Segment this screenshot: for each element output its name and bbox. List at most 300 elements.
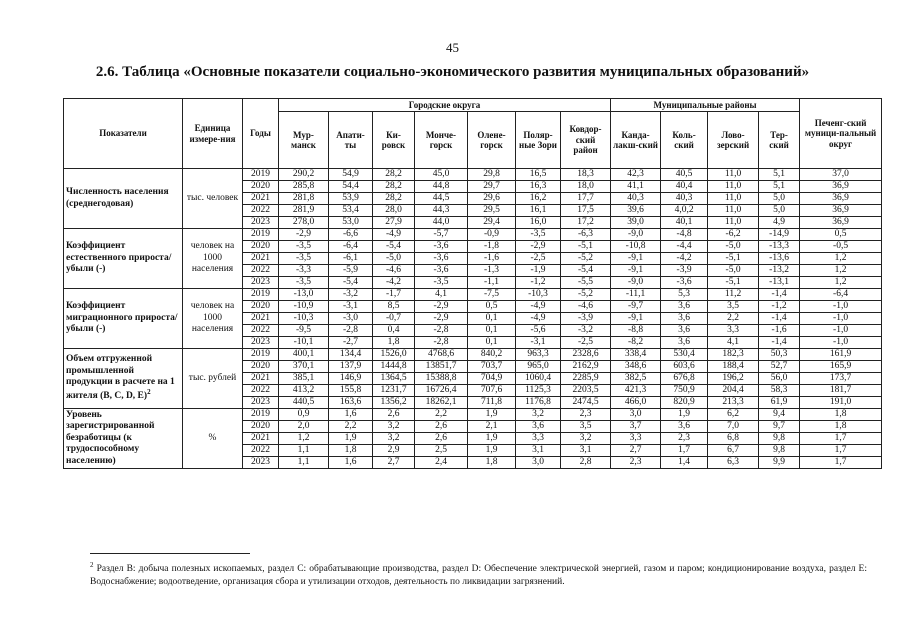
header-unit: Единица измере-ния — [183, 99, 243, 169]
value-cell: 3,0 — [611, 409, 661, 421]
value-cell: 703,7 — [468, 361, 516, 373]
value-cell: -4,8 — [661, 229, 708, 241]
value-cell: -2,9 — [415, 301, 468, 313]
value-cell: 413,2 — [279, 385, 329, 397]
value-cell: 707,6 — [468, 385, 516, 397]
value-cell: 37,0 — [800, 169, 882, 181]
value-cell: 42,3 — [611, 169, 661, 181]
value-cell: 7,0 — [708, 421, 759, 433]
header-years: Годы — [243, 99, 279, 169]
value-cell: 146,9 — [329, 373, 373, 385]
value-cell: -3,1 — [329, 301, 373, 313]
value-cell: -1,1 — [468, 277, 516, 289]
value-cell: -13,2 — [759, 265, 800, 277]
value-cell: -5,7 — [415, 229, 468, 241]
year-cell: 2022 — [243, 385, 279, 397]
value-cell: 29,5 — [468, 205, 516, 217]
indicator-name — [64, 349, 183, 409]
value-cell: -3,5 — [279, 241, 329, 253]
value-cell: 6,2 — [708, 409, 759, 421]
year-cell: 2023 — [243, 397, 279, 409]
value-cell: 11,2 — [708, 289, 759, 301]
value-cell: 36,9 — [800, 181, 882, 193]
value-cell: 0,1 — [468, 325, 516, 337]
value-cell: -1,3 — [468, 265, 516, 277]
value-cell: -1,4 — [759, 289, 800, 301]
value-cell: 1,2 — [800, 265, 882, 277]
value-cell: -13,3 — [759, 241, 800, 253]
value-cell: -0,7 — [373, 313, 415, 325]
value-cell: 8,5 — [373, 301, 415, 313]
value-cell: 1,7 — [800, 445, 882, 457]
value-cell: -5,5 — [561, 277, 611, 289]
value-cell: -1,2 — [759, 301, 800, 313]
value-cell: -4,6 — [373, 265, 415, 277]
value-cell: -13,0 — [279, 289, 329, 301]
header-municipality: Монче-горск — [415, 112, 468, 169]
value-cell: 39,0 — [611, 217, 661, 229]
value-cell: -1,4 — [759, 337, 800, 349]
value-cell: 965,0 — [516, 361, 561, 373]
value-cell: 4768,6 — [415, 349, 468, 361]
value-cell: -4,4 — [661, 241, 708, 253]
value-cell: 1,6 — [329, 457, 373, 469]
table-row — [64, 289, 882, 301]
value-cell: 1125,3 — [516, 385, 561, 397]
value-cell: 2,2 — [415, 409, 468, 421]
value-cell: 1,4 — [661, 457, 708, 469]
value-cell: 1231,7 — [373, 385, 415, 397]
value-cell: -9,0 — [611, 277, 661, 289]
value-cell: -9,1 — [611, 265, 661, 277]
value-cell: 338,4 — [611, 349, 661, 361]
value-cell: 3,2 — [516, 409, 561, 421]
value-cell: -7,5 — [468, 289, 516, 301]
year-cell: 2021 — [243, 433, 279, 445]
value-cell: 1,9 — [468, 409, 516, 421]
value-cell: 28,2 — [373, 193, 415, 205]
value-cell: 3,0 — [516, 457, 561, 469]
table-row — [64, 229, 882, 241]
value-cell: 161,9 — [800, 349, 882, 361]
value-cell: 134,4 — [329, 349, 373, 361]
value-cell: 2285,9 — [561, 373, 611, 385]
value-cell: 750,9 — [661, 385, 708, 397]
value-cell: 40,3 — [611, 193, 661, 205]
value-cell: 53,4 — [329, 205, 373, 217]
value-cell: 9,4 — [759, 409, 800, 421]
value-cell: -3,6 — [415, 265, 468, 277]
value-cell: -5,1 — [708, 277, 759, 289]
unit-cell: человек на 1000 населения — [183, 229, 243, 289]
value-cell: -3,5 — [516, 229, 561, 241]
value-cell: 4,1 — [415, 289, 468, 301]
value-cell: -11,1 — [611, 289, 661, 301]
value-cell: 3,2 — [561, 433, 611, 445]
value-cell: 704,9 — [468, 373, 516, 385]
value-cell: 1,1 — [279, 445, 329, 457]
value-cell: -4,9 — [516, 313, 561, 325]
value-cell: 2328,6 — [561, 349, 611, 361]
header-municipality: Апати-ты — [329, 112, 373, 169]
value-cell: 1364,5 — [373, 373, 415, 385]
value-cell: 2,9 — [373, 445, 415, 457]
value-cell: -1,0 — [800, 313, 882, 325]
year-cell: 2019 — [243, 229, 279, 241]
value-cell: 36,9 — [800, 193, 882, 205]
value-cell: 5,1 — [759, 181, 800, 193]
value-cell: -1,6 — [468, 253, 516, 265]
value-cell: 2,1 — [468, 421, 516, 433]
value-cell: 17,5 — [561, 205, 611, 217]
value-cell: 440,5 — [279, 397, 329, 409]
value-cell: 2162,9 — [561, 361, 611, 373]
value-cell: -5,4 — [561, 265, 611, 277]
value-cell: -2,8 — [415, 337, 468, 349]
value-cell: 3,2 — [373, 421, 415, 433]
header-municipality: Поляр-ные Зори — [516, 112, 561, 169]
value-cell: 5,0 — [759, 205, 800, 217]
value-cell: 213,3 — [708, 397, 759, 409]
value-cell: 1,8 — [329, 445, 373, 457]
value-cell: 58,3 — [759, 385, 800, 397]
value-cell: 5,0 — [759, 193, 800, 205]
value-cell: 1,2 — [800, 253, 882, 265]
footnote-marker: 2 — [90, 561, 94, 569]
value-cell: 2,3 — [611, 457, 661, 469]
value-cell: 1060,4 — [516, 373, 561, 385]
value-cell: 3,5 — [561, 421, 611, 433]
year-cell: 2021 — [243, 313, 279, 325]
value-cell: -3,3 — [279, 265, 329, 277]
year-cell: 2020 — [243, 361, 279, 373]
table-body — [64, 169, 882, 469]
value-cell: 40,1 — [661, 217, 708, 229]
header-municipality: Мур-манск — [279, 112, 329, 169]
value-cell: 3,2 — [373, 433, 415, 445]
value-cell: 3,6 — [661, 325, 708, 337]
value-cell: -2,7 — [329, 337, 373, 349]
indicator-label: Численность населения (среднегодовая) — [66, 187, 169, 209]
value-cell: -3,5 — [279, 253, 329, 265]
value-cell: -10,3 — [279, 313, 329, 325]
value-cell: -13,6 — [759, 253, 800, 265]
value-cell: -0,9 — [468, 229, 516, 241]
value-cell: 15388,8 — [415, 373, 468, 385]
indicator-name — [64, 289, 183, 349]
value-cell: 2,2 — [708, 313, 759, 325]
header-group-municipal-districts: Муниципальные районы — [611, 99, 800, 112]
value-cell: 4,9 — [759, 217, 800, 229]
value-cell: 2,6 — [373, 409, 415, 421]
table-row — [64, 409, 882, 421]
value-cell: -6,3 — [561, 229, 611, 241]
indicator-label: Коэффициент естественного прироста/убыли (-) — [66, 241, 172, 275]
value-cell: -4,2 — [661, 253, 708, 265]
value-cell: -14,9 — [759, 229, 800, 241]
value-cell: -6,2 — [708, 229, 759, 241]
value-cell: 18,3 — [561, 169, 611, 181]
value-cell: 711,8 — [468, 397, 516, 409]
year-cell: 2020 — [243, 241, 279, 253]
value-cell: 3,3 — [611, 433, 661, 445]
value-cell: -2,5 — [561, 337, 611, 349]
year-cell: 2019 — [243, 169, 279, 181]
value-cell: 196,2 — [708, 373, 759, 385]
year-cell: 2019 — [243, 289, 279, 301]
value-cell: -3,5 — [415, 277, 468, 289]
indicator-name — [64, 169, 183, 229]
value-cell: 16,0 — [516, 217, 561, 229]
value-cell: 54,9 — [329, 169, 373, 181]
value-cell: 278,0 — [279, 217, 329, 229]
year-cell: 2019 — [243, 349, 279, 361]
value-cell: -4,9 — [373, 229, 415, 241]
value-cell: 1356,2 — [373, 397, 415, 409]
value-cell: 2,2 — [329, 421, 373, 433]
value-cell: 421,3 — [611, 385, 661, 397]
value-cell: 40,3 — [661, 193, 708, 205]
year-cell: 2021 — [243, 193, 279, 205]
value-cell: 676,8 — [661, 373, 708, 385]
value-cell: 44,5 — [415, 193, 468, 205]
value-cell: 1176,8 — [516, 397, 561, 409]
value-cell: 400,1 — [279, 349, 329, 361]
value-cell: -9,1 — [611, 253, 661, 265]
value-cell: 17,7 — [561, 193, 611, 205]
value-cell: 3,6 — [661, 313, 708, 325]
footnote-rule — [90, 553, 250, 554]
value-cell: -10,1 — [279, 337, 329, 349]
value-cell: -1,6 — [759, 325, 800, 337]
value-cell: 39,6 — [611, 205, 661, 217]
value-cell: 6,8 — [708, 433, 759, 445]
value-cell: 370,1 — [279, 361, 329, 373]
year-cell: 2022 — [243, 445, 279, 457]
value-cell: -5,2 — [561, 289, 611, 301]
value-cell: 11,0 — [708, 169, 759, 181]
value-cell: -3,9 — [561, 313, 611, 325]
value-cell: -4,9 — [516, 301, 561, 313]
header-municipality: Канда-лакш-ский — [611, 112, 661, 169]
value-cell: 9,9 — [759, 457, 800, 469]
value-cell: 385,1 — [279, 373, 329, 385]
value-cell: 0,1 — [468, 337, 516, 349]
value-cell: 191,0 — [800, 397, 882, 409]
value-cell: 9,8 — [759, 433, 800, 445]
value-cell: 1,6 — [329, 409, 373, 421]
value-cell: 1,7 — [800, 457, 882, 469]
value-cell: -9,0 — [611, 229, 661, 241]
value-cell: 1,7 — [661, 445, 708, 457]
value-cell: 3,1 — [516, 445, 561, 457]
value-cell: 16,1 — [516, 205, 561, 217]
value-cell: -5,0 — [373, 253, 415, 265]
indicator-label: Коэффициент миграционного прироста/убыли (-) — [66, 301, 178, 335]
unit-cell: тыс. человек — [183, 169, 243, 229]
value-cell: 1,8 — [800, 421, 882, 433]
value-cell: 3,3 — [708, 325, 759, 337]
value-cell: -1,0 — [800, 301, 882, 313]
value-cell: 29,7 — [468, 181, 516, 193]
value-cell: 530,4 — [661, 349, 708, 361]
value-cell: 16,2 — [516, 193, 561, 205]
value-cell: 0,1 — [468, 313, 516, 325]
value-cell: 0,4 — [373, 325, 415, 337]
value-cell: 2,4 — [415, 457, 468, 469]
value-cell: 1444,8 — [373, 361, 415, 373]
value-cell: 5,1 — [759, 169, 800, 181]
value-cell: 163,6 — [329, 397, 373, 409]
header-municipality: Олене-горск — [468, 112, 516, 169]
value-cell: -1,0 — [800, 325, 882, 337]
value-cell: 1,2 — [800, 277, 882, 289]
indicator-name — [64, 229, 183, 289]
value-cell: 3,6 — [661, 421, 708, 433]
value-cell: 466,0 — [611, 397, 661, 409]
value-cell: -2,9 — [279, 229, 329, 241]
value-cell: 188,4 — [708, 361, 759, 373]
value-cell: 820,9 — [661, 397, 708, 409]
header-municipality: Ковдор-ский район — [561, 112, 611, 169]
value-cell: 155,8 — [329, 385, 373, 397]
value-cell: 4,1 — [708, 337, 759, 349]
indicators-table — [63, 98, 882, 469]
value-cell: 603,6 — [661, 361, 708, 373]
value-cell: 0,5 — [800, 229, 882, 241]
value-cell: -4,2 — [373, 277, 415, 289]
value-cell: 1,8 — [800, 409, 882, 421]
year-cell: 2020 — [243, 421, 279, 433]
value-cell: -1,7 — [373, 289, 415, 301]
value-cell: 44,0 — [415, 217, 468, 229]
value-cell: 1,9 — [468, 433, 516, 445]
value-cell: 2,5 — [415, 445, 468, 457]
value-cell: -6,1 — [329, 253, 373, 265]
value-cell: 9,7 — [759, 421, 800, 433]
value-cell: 13851,7 — [415, 361, 468, 373]
value-cell: 54,4 — [329, 181, 373, 193]
year-cell: 2023 — [243, 457, 279, 469]
value-cell: 2474,5 — [561, 397, 611, 409]
value-cell: 2,3 — [661, 433, 708, 445]
value-cell: -5,0 — [708, 241, 759, 253]
indicator-label: Объем отгруженной промышленной продукции в расчете на 1 жителя (B, C, D, E) — [66, 354, 175, 402]
value-cell: 281,8 — [279, 193, 329, 205]
value-cell: -5,6 — [516, 325, 561, 337]
value-cell: 29,8 — [468, 169, 516, 181]
value-cell: 4,0,2 — [661, 205, 708, 217]
value-cell: 2,6 — [415, 421, 468, 433]
value-cell: -1,4 — [759, 313, 800, 325]
value-cell: 44,8 — [415, 181, 468, 193]
value-cell: 0,5 — [468, 301, 516, 313]
year-cell: 2022 — [243, 205, 279, 217]
value-cell: 28,0 — [373, 205, 415, 217]
value-cell: -9,1 — [611, 313, 661, 325]
indicator-name — [64, 409, 183, 469]
value-cell: 40,4 — [661, 181, 708, 193]
value-cell: -3,6 — [661, 277, 708, 289]
value-cell: 29,6 — [468, 193, 516, 205]
table-row — [64, 169, 882, 181]
year-cell: 2023 — [243, 217, 279, 229]
value-cell: -1,2 — [516, 277, 561, 289]
value-cell: 3,7 — [611, 421, 661, 433]
value-cell: 11,0 — [708, 205, 759, 217]
value-cell: 1,2 — [279, 433, 329, 445]
indicator-label: Уровень зарегистрированной безработицы (к трудоспособному населению) — [66, 410, 155, 466]
value-cell: -9,5 — [279, 325, 329, 337]
value-cell: -3,2 — [561, 325, 611, 337]
value-cell: 1,9 — [329, 433, 373, 445]
unit-cell: тыс. рублей — [183, 349, 243, 409]
value-cell: 6,7 — [708, 445, 759, 457]
header-municipality: Тер-ский — [759, 112, 800, 169]
value-cell: -5,4 — [329, 277, 373, 289]
value-cell: 29,4 — [468, 217, 516, 229]
value-cell: 348,6 — [611, 361, 661, 373]
value-cell: -5,2 — [561, 253, 611, 265]
value-cell: -5,0 — [708, 265, 759, 277]
header-group-city-districts: Городские округа — [279, 99, 611, 112]
value-cell: 281,9 — [279, 205, 329, 217]
value-cell: 53,9 — [329, 193, 373, 205]
value-cell: -8,2 — [611, 337, 661, 349]
value-cell: 6,3 — [708, 457, 759, 469]
value-cell: 382,5 — [611, 373, 661, 385]
value-cell: 3,6 — [661, 337, 708, 349]
value-cell: 181,7 — [800, 385, 882, 397]
value-cell: -9,7 — [611, 301, 661, 313]
footnote-text: Раздел B: добыча полезных ископаемых, раздел C: обрабатывающие производства, раздел D: Обеспечение электрической энергией, газом и паром; кондиционирование воздуха, раздел E: Водоснабжение; водоотведение, организация сбора и утилизации отходов, деятельность по ликвидации загрязнений. — [90, 564, 867, 587]
header-indicator: Показатели — [64, 99, 183, 169]
value-cell: 11,0 — [708, 217, 759, 229]
value-cell: -1,0 — [800, 337, 882, 349]
value-cell: 840,2 — [468, 349, 516, 361]
footnote-reference: 2 — [147, 388, 151, 397]
value-cell: 3,6 — [661, 301, 708, 313]
value-cell: -2,5 — [516, 253, 561, 265]
value-cell: 16,3 — [516, 181, 561, 193]
value-cell: -10,3 — [516, 289, 561, 301]
unit-cell: человек на 1000 населения — [183, 289, 243, 349]
value-cell: -4,6 — [561, 301, 611, 313]
value-cell: 2,7 — [611, 445, 661, 457]
year-cell: 2023 — [243, 277, 279, 289]
value-cell: 9,8 — [759, 445, 800, 457]
value-cell: 2203,5 — [561, 385, 611, 397]
value-cell: 11,0 — [708, 193, 759, 205]
value-cell: 45,0 — [415, 169, 468, 181]
value-cell: 1,9 — [661, 409, 708, 421]
value-cell: -2,8 — [415, 325, 468, 337]
value-cell: 16,5 — [516, 169, 561, 181]
value-cell: -6,6 — [329, 229, 373, 241]
value-cell: 0,9 — [279, 409, 329, 421]
year-cell: 2020 — [243, 301, 279, 313]
value-cell: 40,5 — [661, 169, 708, 181]
year-cell: 2019 — [243, 409, 279, 421]
table-title: 2.6. Таблица «Основные показатели социально-экономического развития муниципальных образований» — [95, 64, 810, 80]
value-cell: 18,0 — [561, 181, 611, 193]
value-cell: 165,9 — [800, 361, 882, 373]
value-cell: 27,9 — [373, 217, 415, 229]
value-cell: 1,1 — [279, 457, 329, 469]
value-cell: -1,9 — [516, 265, 561, 277]
value-cell: 963,3 — [516, 349, 561, 361]
value-cell: 3,6 — [516, 421, 561, 433]
